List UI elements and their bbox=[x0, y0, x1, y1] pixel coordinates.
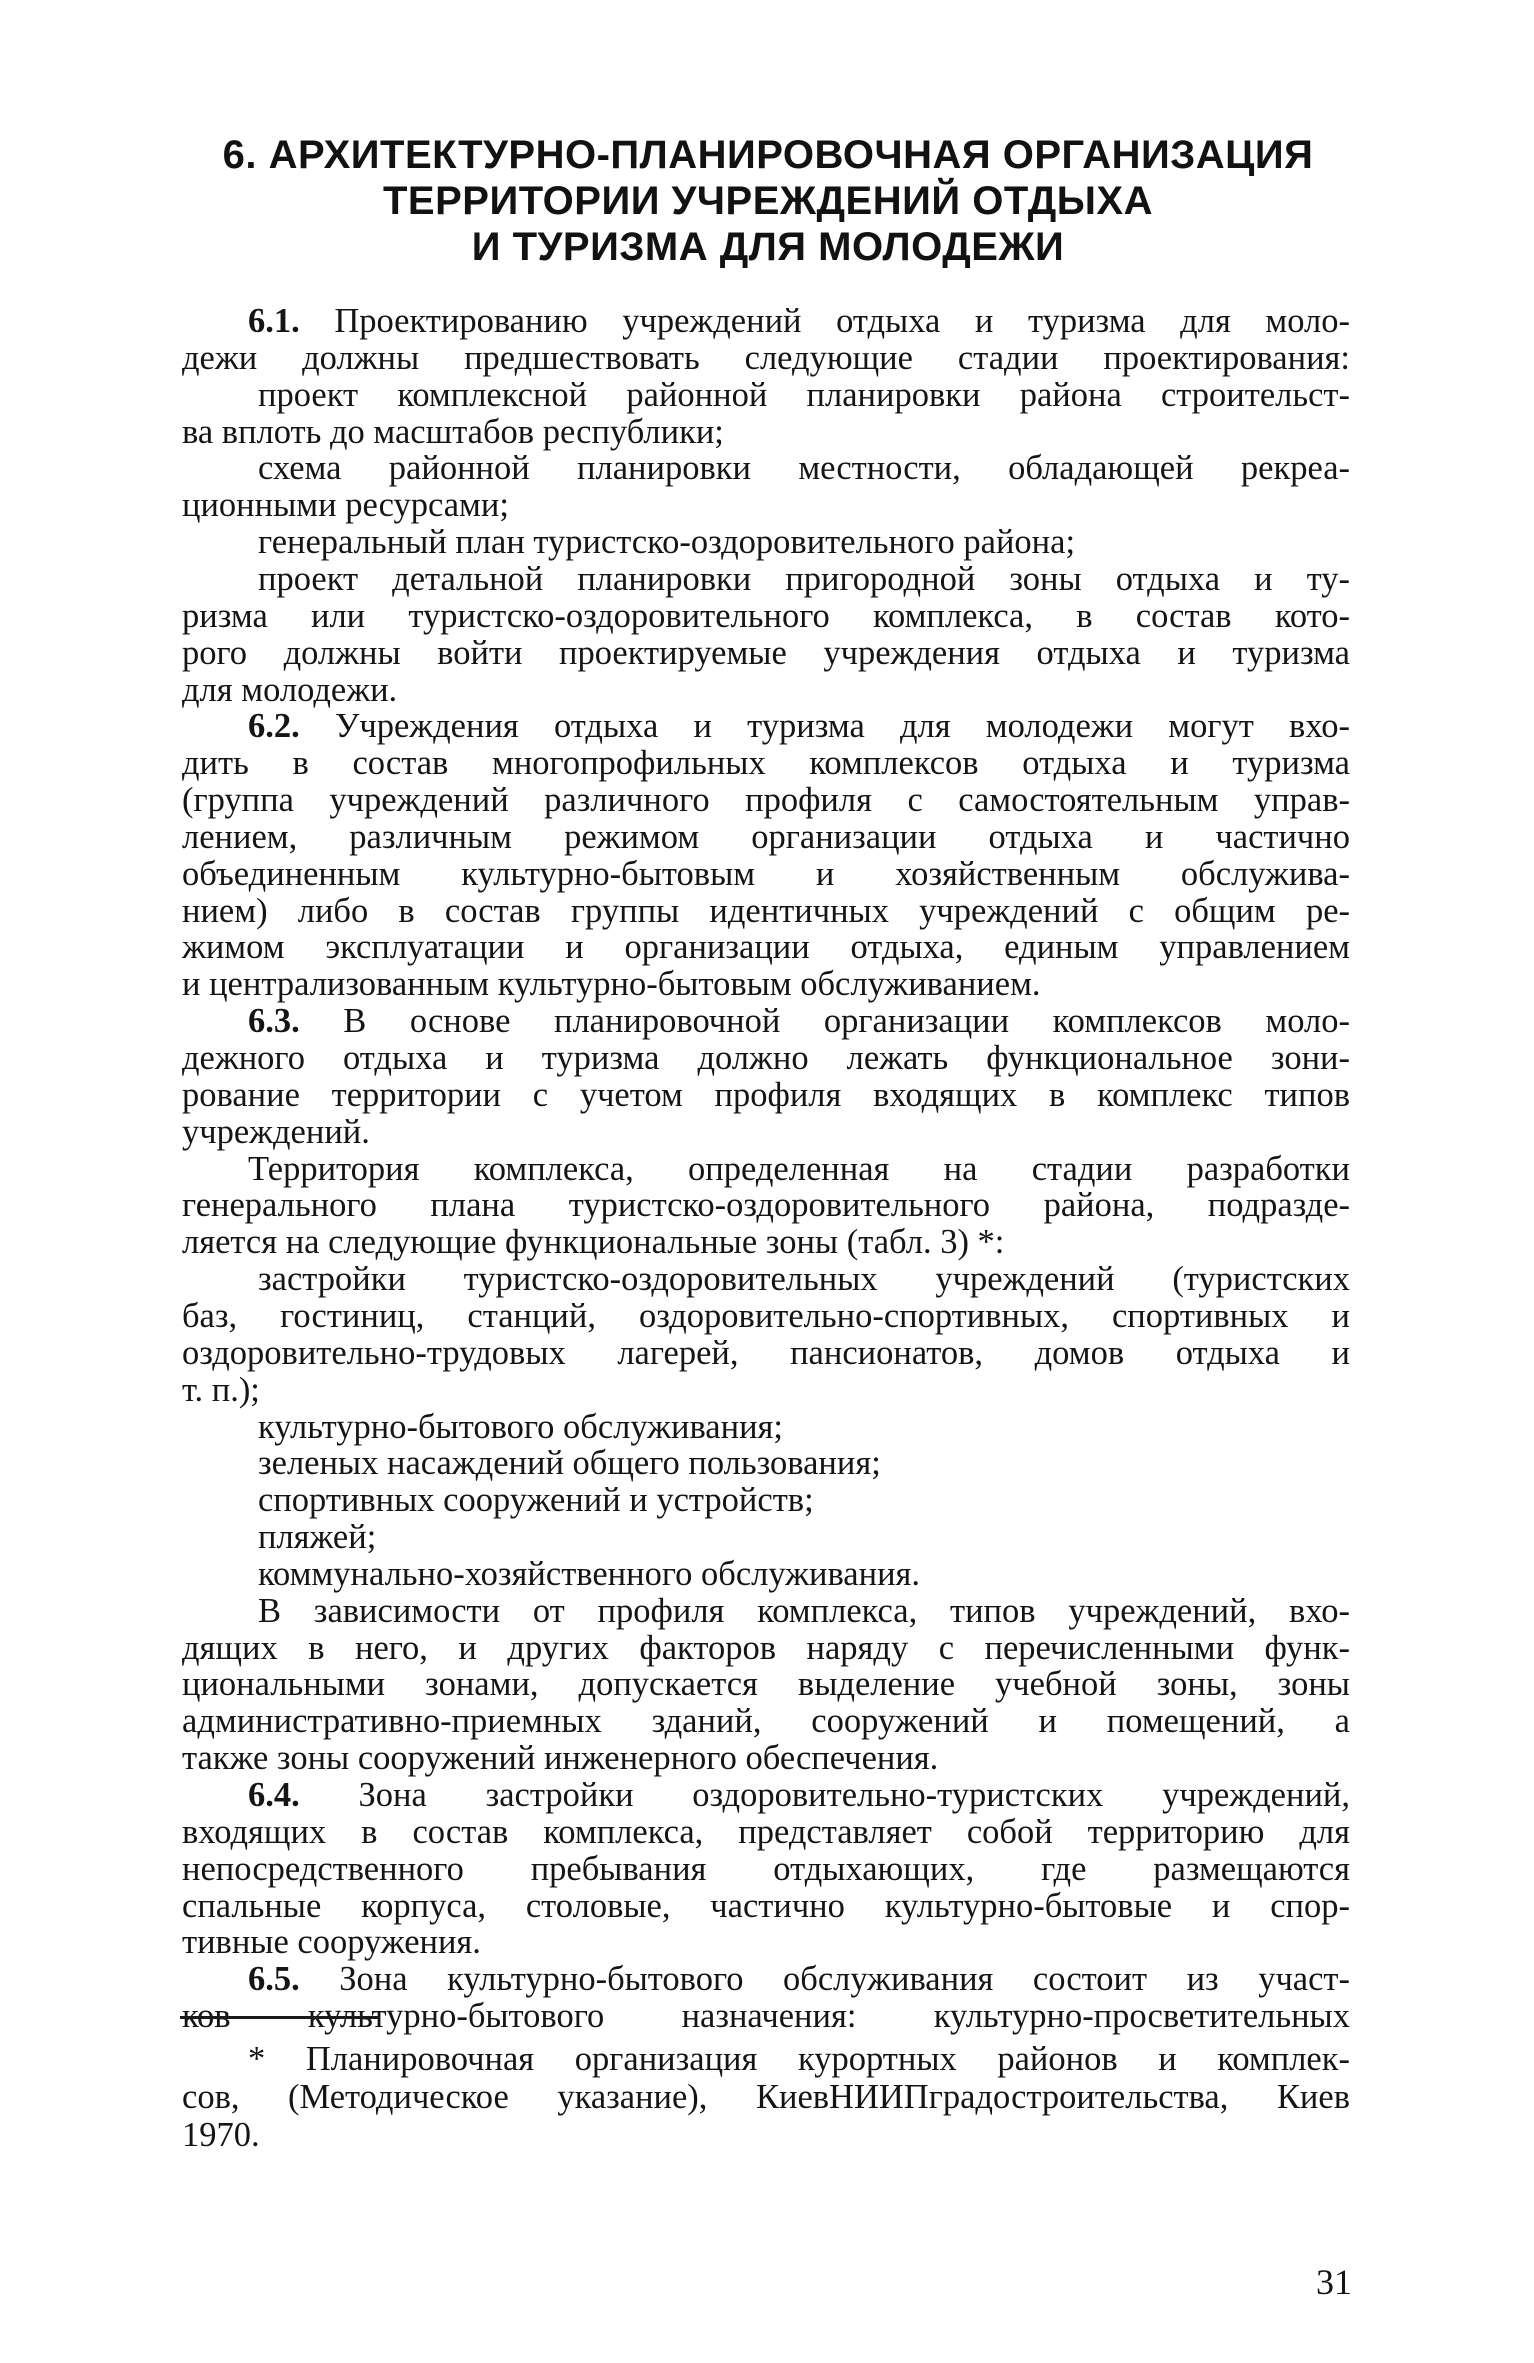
text-line bbox=[182, 1814, 1350, 1851]
text-line bbox=[182, 1077, 1350, 1114]
line-text: непосредственного пребывания отдыхающих, где размещаются bbox=[182, 1850, 1350, 1888]
text-line bbox=[182, 782, 1350, 819]
line-text: объединенным культурно-бытовым и хозяйственным обслужива- bbox=[182, 855, 1350, 893]
line-text: (группа учреждений различного профиля с самостоятельным управ- bbox=[182, 782, 1350, 820]
line-text: жимом эксплуатации и организации отдыха, единым управлением bbox=[182, 929, 1350, 967]
text-line bbox=[182, 819, 1350, 856]
line-text: дежи должны предшествовать следующие стадии проектирования: bbox=[182, 339, 1350, 377]
text-line bbox=[258, 1482, 1350, 1519]
line-text: дящих в него, и других факторов наряду с перечисленными функ- bbox=[182, 1629, 1350, 1667]
line-text: генерального плана туристско-оздоровительного района, подразде- bbox=[182, 1187, 1350, 1225]
text-line bbox=[248, 1777, 1350, 1814]
line-text: застройки туристско-оздоровительных учреждений (туристских bbox=[258, 1261, 1350, 1299]
line-text: дежного отдыха и туризма должно лежать функциональное зони- bbox=[182, 1040, 1350, 1077]
text-line bbox=[182, 966, 1350, 1003]
text-line bbox=[258, 1409, 1350, 1446]
line-text: ризма или туристско-оздоровительного комплекса, в состав кото- bbox=[182, 597, 1350, 635]
paragraph-number: 6.5. bbox=[248, 1961, 300, 1999]
line-text: баз, гостиниц, станций, оздоровительно-спортивных, спортивных и bbox=[182, 1297, 1350, 1335]
text-line bbox=[258, 524, 1350, 561]
footnote-line bbox=[182, 2116, 1350, 2154]
line-text: спальные корпуса, столовые, частично культурно-бытовые и спор- bbox=[182, 1887, 1350, 1925]
line-text: пляжей; bbox=[258, 1519, 377, 1557]
line-text: ков культурно-бытового назначения: культурно-просветительных bbox=[182, 1998, 1350, 2036]
line-text: оздоровительно-трудовых лагерей, пансионатов, домов отдыха и bbox=[182, 1334, 1350, 1372]
line-text: т. п.); bbox=[182, 1371, 260, 1409]
text-line bbox=[182, 1851, 1350, 1888]
text-line bbox=[182, 487, 1350, 524]
line-text: проект комплексной районной планировки района строительст- bbox=[258, 376, 1350, 414]
line-text: также зоны сооружений инженерного обеспечения. bbox=[182, 1740, 939, 1778]
line-text: спортивных сооружений и устройств; bbox=[258, 1482, 814, 1520]
text-line bbox=[182, 340, 1350, 377]
line-text: генеральный план туристско-оздоровительного района; bbox=[258, 524, 1076, 562]
text-line bbox=[182, 1040, 1350, 1077]
text-line bbox=[182, 1703, 1350, 1740]
line-text: проект детальной планировки пригородной зоны отдыха и ту- bbox=[258, 560, 1350, 598]
text-line bbox=[182, 1298, 1350, 1335]
line-text: и централизованным культурно-бытовым обслуживанием. bbox=[182, 966, 1041, 1004]
section-title-line-1: 6. АРХИТЕКТУРНО-ПЛАНИРОВОЧНАЯ ОРГАНИЗАЦИЯ bbox=[222, 133, 1314, 177]
line-text: входящих в состав комплекса, представляет собой территорию для bbox=[182, 1813, 1350, 1851]
line-text: циональными зонами, допускается выделение учебной зоны, зоны bbox=[182, 1666, 1350, 1704]
paragraph-number: 6.2. bbox=[248, 708, 300, 746]
text-line bbox=[248, 708, 1350, 745]
text-line bbox=[248, 1961, 1350, 1998]
text-line bbox=[248, 1151, 1350, 1188]
line-text: ва вплоть до масштабов республики; bbox=[182, 413, 724, 451]
text-line bbox=[248, 303, 1350, 340]
line-text: ляется на следующие функциональные зоны (табл. 3) *: bbox=[182, 1224, 1005, 1262]
text-line bbox=[182, 1630, 1350, 1667]
text-line bbox=[182, 598, 1350, 635]
section-title-line-2: ТЕРРИТОРИИ УЧРЕЖДЕНИЙ ОТДЫХА bbox=[382, 179, 1153, 223]
text-line bbox=[182, 1335, 1350, 1372]
line-text: рование территории с учетом профиля входящих в комплекс типов bbox=[182, 1076, 1350, 1114]
line-text: для молодежи. bbox=[182, 671, 398, 709]
text-line bbox=[182, 414, 1350, 451]
text-line bbox=[258, 1519, 1350, 1556]
text-line bbox=[258, 1593, 1350, 1630]
text-line bbox=[182, 1740, 1350, 1777]
text-line bbox=[258, 1261, 1350, 1298]
text-line bbox=[258, 561, 1350, 598]
line-text: 1970. bbox=[182, 2116, 260, 2154]
text-line bbox=[248, 1003, 1350, 1040]
text-line bbox=[258, 377, 1350, 414]
text-line bbox=[182, 635, 1350, 672]
line-text: Зона застройки оздоровительно-туристских учреждений, bbox=[299, 1777, 1350, 1814]
text-line bbox=[182, 745, 1350, 782]
text-line bbox=[182, 1888, 1350, 1925]
paragraph-number: 6.3. bbox=[248, 1003, 300, 1041]
line-text: Территория комплекса, определенная на стадии разработки bbox=[248, 1150, 1350, 1188]
text-line bbox=[182, 1372, 1350, 1409]
text-line bbox=[258, 450, 1350, 487]
page-number: 31 bbox=[1316, 2262, 1352, 2302]
line-text: Зона культурно-бытового обслуживания состоит из участ- bbox=[299, 1961, 1350, 1999]
text-line bbox=[182, 1187, 1350, 1224]
footnote-line bbox=[182, 2078, 1350, 2116]
line-text: лением, различным режимом организации отдыха и частично bbox=[182, 818, 1350, 856]
paragraph-number: 6.1. bbox=[248, 303, 300, 340]
line-text: дить в состав многопрофильных комплексов отдыха и туризма bbox=[182, 745, 1350, 783]
text-line bbox=[182, 1224, 1350, 1261]
line-text: схема районной планировки местности, обладающей рекреа- bbox=[258, 450, 1350, 488]
line-text: культурно-бытового обслуживания; bbox=[258, 1408, 783, 1446]
text-line bbox=[182, 893, 1350, 930]
line-text: тивные сооружения. bbox=[182, 1924, 481, 1962]
line-text: * Планировочная организация курортных районов и комплек- bbox=[248, 2040, 1350, 2078]
line-text: зеленых насаждений общего пользования; bbox=[258, 1445, 881, 1483]
line-text: ционными ресурсами; bbox=[182, 487, 509, 525]
text-line bbox=[182, 1114, 1350, 1151]
section-title-line-3: И ТУРИЗМА ДЛЯ МОЛОДЕЖИ bbox=[471, 225, 1065, 269]
line-text: рого должны войти проектируемые учреждения отдыха и туризма bbox=[182, 634, 1350, 672]
text-line bbox=[258, 1556, 1350, 1593]
footnote-divider bbox=[180, 2016, 380, 2019]
text-line bbox=[182, 672, 1350, 709]
line-text: коммунально-хозяйственного обслуживания. bbox=[258, 1555, 921, 1593]
line-text: В зависимости от профиля комплекса, типов учреждений, вхо- bbox=[258, 1592, 1350, 1630]
line-text: учреждений. bbox=[182, 1113, 370, 1151]
line-text: сов, (Методическое указание), КиевНИИПградостроительства, Киев bbox=[182, 2078, 1350, 2116]
text-line bbox=[258, 1445, 1350, 1482]
line-text: Проектированию учреждений отдыха и туризма для моло- bbox=[299, 303, 1350, 340]
footnote-line bbox=[248, 2040, 1350, 2078]
line-text: Учреждения отдыха и туризма для молодежи могут вхо- bbox=[299, 708, 1350, 746]
text-line bbox=[182, 929, 1350, 966]
line-text: В основе планировочной организации комплексов моло- bbox=[299, 1003, 1350, 1041]
text-line bbox=[182, 1924, 1350, 1961]
line-text: нием) либо в состав группы идентичных учреждений с общим ре- bbox=[182, 892, 1350, 930]
paragraph-number: 6.4. bbox=[248, 1777, 300, 1814]
text-line bbox=[182, 856, 1350, 893]
line-text: административно-приемных зданий, сооружений и помещений, а bbox=[182, 1703, 1350, 1741]
text-line bbox=[182, 1666, 1350, 1703]
